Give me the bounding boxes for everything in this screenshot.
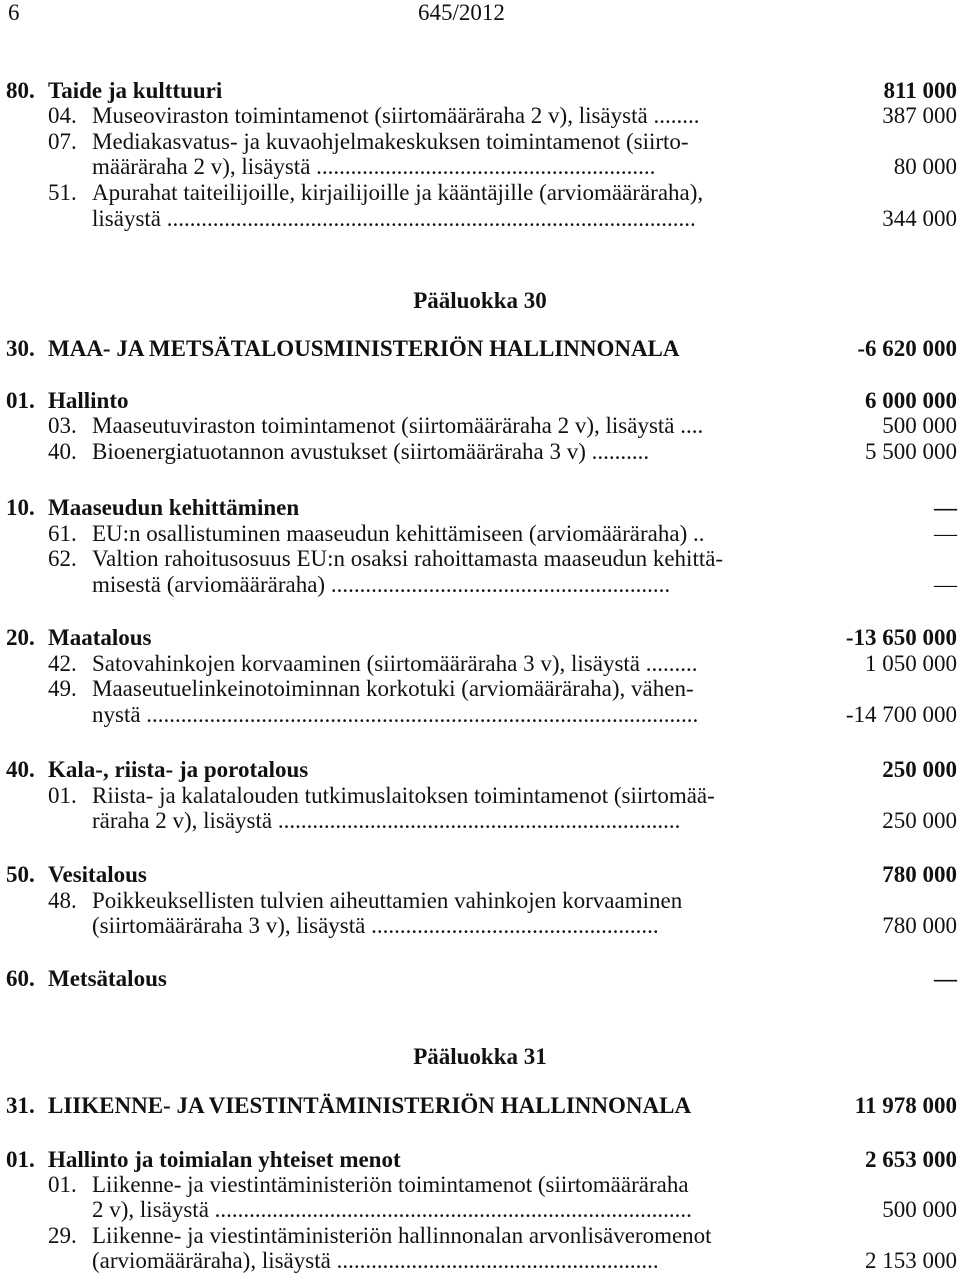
- item-number: 01.: [48, 783, 77, 808]
- item-row: [0, 913, 960, 938]
- item-number: 31.: [6, 1093, 35, 1118]
- item-amount: —: [934, 966, 957, 991]
- item-number: 40.: [48, 439, 77, 464]
- item-row: [0, 413, 960, 438]
- item-text: Mediakasvatus- ja kuvaohjelmakeskuksen toimintamenot (siirto-: [92, 129, 689, 154]
- item-row: [0, 572, 960, 597]
- item-row: [0, 702, 960, 727]
- main-title-row: [0, 1093, 960, 1118]
- item-number: 01.: [48, 1172, 77, 1197]
- item-text: Bioenergiatuotannon avustukset (siirtomääräraha 3 v) ..........: [92, 439, 650, 464]
- item-amount: 250 000: [882, 808, 957, 833]
- item-amount: —: [934, 495, 957, 520]
- item-number: 29.: [48, 1223, 77, 1248]
- item-text: (arviomääräraha), lisäystä ........................................................: [92, 1248, 659, 1273]
- item-row: [0, 129, 960, 154]
- item-number: 50.: [6, 862, 35, 887]
- item-row: [0, 439, 960, 464]
- item-text: lisäystä ............................................................................................: [92, 206, 696, 231]
- item-amount: 5 500 000: [865, 439, 957, 464]
- item-amount: 11 978 000: [854, 1093, 957, 1118]
- item-amount: 500 000: [882, 413, 957, 438]
- item-text: määräraha 2 v), lisäystä ...........................................................: [92, 154, 656, 179]
- category-row: [0, 625, 960, 650]
- item-text: Apurahat taiteilijoille, kirjailijoille ja kääntäjille (arviomääräraha),: [92, 180, 704, 205]
- item-number: 07.: [48, 129, 77, 154]
- item-text: Kala-, riista- ja porotalous: [48, 757, 309, 782]
- section-heading: [0, 1044, 960, 1069]
- item-number: 01.: [6, 1147, 35, 1172]
- category-row: [0, 862, 960, 887]
- item-number: 51.: [48, 180, 77, 205]
- item-text: Hallinto: [48, 388, 129, 413]
- item-row: [0, 888, 960, 913]
- item-text: 2 v), lisäystä ...................................................................................: [92, 1197, 692, 1222]
- item-amount: 2 153 000: [865, 1248, 957, 1273]
- item-number: 03.: [48, 413, 77, 438]
- item-number: 42.: [48, 651, 77, 676]
- item-text: misestä (arviomääräraha) ...........................................................: [92, 572, 671, 597]
- section-heading: [0, 288, 960, 313]
- item-amount: -6 620 000: [857, 336, 957, 361]
- item-row: [0, 676, 960, 701]
- item-amount: 780 000: [882, 913, 957, 938]
- main-title-row: [0, 336, 960, 361]
- item-text: Liikenne- ja viestintäministeriön toimintamenot (siirtomääräraha: [92, 1172, 689, 1197]
- item-text: EU:n osallistuminen maaseudun kehittämiseen (arviomääräraha) ..: [92, 521, 705, 546]
- item-text: Maaseudun kehittäminen: [48, 495, 300, 520]
- item-amount: 780 000: [882, 862, 957, 887]
- item-number: 80.: [6, 78, 35, 103]
- item-row: [0, 651, 960, 676]
- item-number: 10.: [6, 495, 35, 520]
- item-amount: 811 000: [883, 78, 957, 103]
- item-amount: 500 000: [882, 1197, 957, 1222]
- item-row: [0, 1172, 960, 1197]
- item-number: 60.: [6, 966, 35, 991]
- category-row: [0, 78, 960, 103]
- category-row: [0, 966, 960, 991]
- section-heading-text: Pääluokka 30: [413, 288, 547, 313]
- page-number: 6: [8, 0, 20, 25]
- item-number: 49.: [48, 676, 77, 701]
- item-amount: —: [934, 521, 957, 546]
- item-text: Maaseutuelinkeinotoiminnan korkotuki (arviomääräraha), vähen-: [92, 676, 694, 701]
- item-text: Maatalous: [48, 625, 152, 650]
- item-text: (siirtomääräraha 3 v), lisäystä ..................................................: [92, 913, 659, 938]
- item-row: [0, 521, 960, 546]
- item-text: Satovahinkojen korvaaminen (siirtomääräraha 3 v), lisäystä .........: [92, 651, 698, 676]
- item-text: Metsätalous: [48, 966, 167, 991]
- item-text: Liikenne- ja viestintäministeriön hallinnonalan arvonlisäveromenot: [92, 1223, 712, 1248]
- category-row: [0, 388, 960, 413]
- item-text: LIIKENNE- JA VIESTINTÄMINISTERIÖN HALLINNONALA: [48, 1093, 692, 1118]
- item-number: 20.: [6, 625, 35, 650]
- item-text: MAA- JA METSÄTALOUSMINISTERIÖN HALLINNONALA: [48, 336, 680, 361]
- item-row: [0, 1248, 960, 1273]
- item-row: [0, 1223, 960, 1248]
- item-row: [0, 206, 960, 231]
- item-amount: 6 000 000: [865, 388, 957, 413]
- item-row: [0, 180, 960, 205]
- item-text: Museoviraston toimintamenot (siirtomääräraha 2 v), lisäystä ........: [92, 103, 700, 128]
- item-number: 40.: [6, 757, 35, 782]
- item-row: [0, 546, 960, 571]
- item-amount: 250 000: [882, 757, 957, 782]
- item-number: 30.: [6, 336, 35, 361]
- item-number: 62.: [48, 546, 77, 571]
- item-row: [0, 103, 960, 128]
- item-number: 48.: [48, 888, 77, 913]
- item-row: [0, 783, 960, 808]
- section-heading-text: Pääluokka 31: [413, 1044, 547, 1069]
- category-row: [0, 495, 960, 520]
- item-number: 01.: [6, 388, 35, 413]
- item-row: [0, 1197, 960, 1222]
- item-amount: 80 000: [893, 154, 957, 179]
- document-id: 645/2012: [418, 0, 505, 25]
- category-row: [0, 757, 960, 782]
- item-row: [0, 154, 960, 179]
- item-text: Vesitalous: [48, 862, 147, 887]
- item-number: 61.: [48, 521, 77, 546]
- item-text: Poikkeuksellisten tulvien aiheuttamien vahinkojen korvaaminen: [92, 888, 683, 913]
- item-amount: -14 700 000: [845, 702, 957, 727]
- item-amount: —: [934, 572, 957, 597]
- item-amount: 387 000: [882, 103, 957, 128]
- category-row: [0, 1147, 960, 1172]
- item-text: räraha 2 v), lisäystä ......................................................................: [92, 808, 681, 833]
- item-text: Maaseutuviraston toimintamenot (siirtomääräraha 2 v), lisäystä ....: [92, 413, 704, 438]
- item-text: Taide ja kulttuuri: [48, 78, 223, 103]
- page-header: [0, 0, 960, 28]
- item-amount: 1 050 000: [865, 651, 957, 676]
- item-number: 04.: [48, 103, 77, 128]
- item-text: Hallinto ja toimialan yhteiset menot: [48, 1147, 401, 1172]
- item-text: Riista- ja kalatalouden tutkimuslaitoksen toimintamenot (siirtomää-: [92, 783, 715, 808]
- item-row: [0, 808, 960, 833]
- item-amount: -13 650 000: [845, 625, 957, 650]
- item-amount: 2 653 000: [865, 1147, 957, 1172]
- item-amount: 344 000: [882, 206, 957, 231]
- item-text: Valtion rahoitusosuus EU:n osaksi rahoittamasta maaseudun kehittä-: [92, 546, 724, 571]
- item-text: nystä ................................................................................................: [92, 702, 699, 727]
